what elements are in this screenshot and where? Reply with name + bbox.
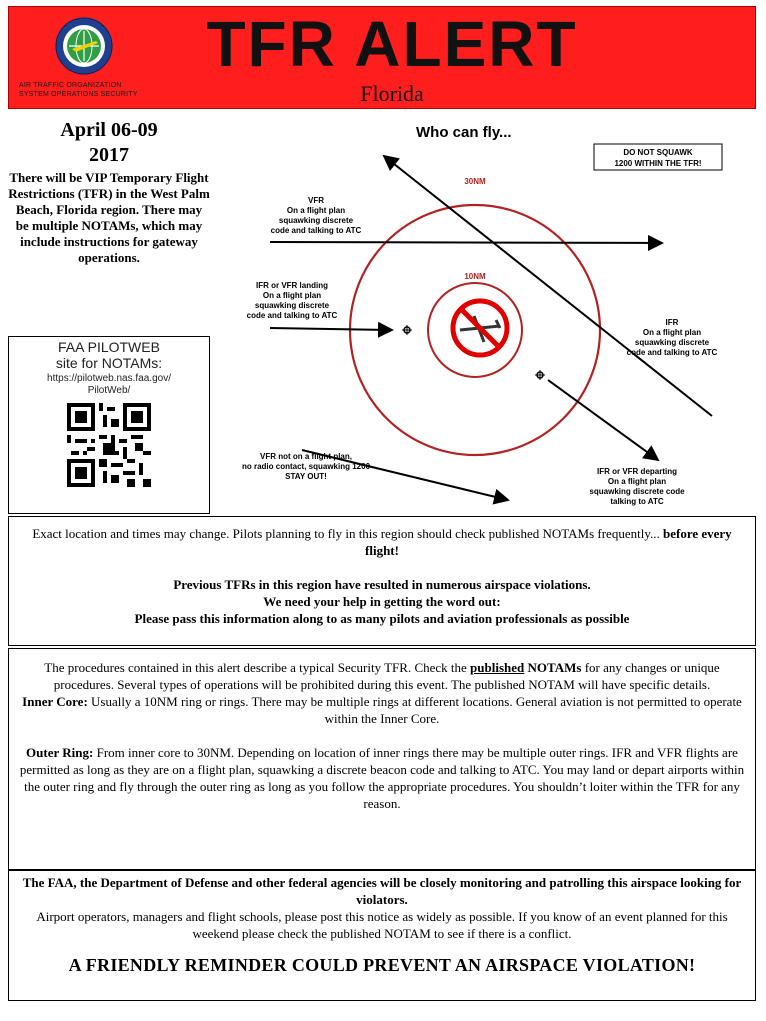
notice-line-4: Please pass this information along to as many pilots and aviation professionals as possible — [134, 611, 630, 626]
svg-text:VFR: VFR — [308, 196, 324, 205]
notice-line-2: Previous TFRs in this region have resulted in numerous airspace violations. — [173, 577, 591, 592]
intro-text: There will be VIP Temporary Flight Restrictions (TFR) in the West Palm Beach, Florida region. There may be multiple NOTAMs, which may include instructions for gateway operations. — [8, 170, 210, 265]
procedures-intro: The procedures contained in this alert describe a typical Security TFR. Check the published NOTAMs for any changes or unique procedures. Several types of operations will be prohibited during this event. The published NOTAM will have specific details. — [44, 660, 720, 692]
airport-icon — [535, 370, 545, 380]
svg-text:code and talking to ATC: code and talking to ATC — [626, 348, 718, 357]
landing-arrow — [270, 328, 392, 330]
svg-text:DO NOT SQUAWK: DO NOT SQUAWK — [623, 148, 693, 157]
published-link[interactable]: published — [470, 660, 525, 675]
svg-text:On a flight plan: On a flight plan — [286, 206, 346, 215]
svg-text:VFR not on a flight plan,: VFR not on a flight plan, — [260, 452, 352, 461]
departing-arrow — [548, 380, 658, 460]
svg-text:code and talking to ATC: code and talking to ATC — [270, 226, 362, 235]
svg-text:code and talking to ATC: code and talking to ATC — [246, 311, 338, 320]
outer-ring-label: 30NM — [464, 177, 486, 186]
airport-icon — [402, 325, 412, 335]
svg-text:IFR or VFR landing: IFR or VFR landing — [256, 281, 328, 290]
footer-box — [8, 870, 756, 1001]
svg-text:On a flight plan: On a flight plan — [607, 477, 667, 486]
svg-text:squawking discrete: squawking discrete — [254, 301, 330, 310]
outer-ring-text: Outer Ring: From inner core to 30NM. Depending on location of inner rings there may be multiple outer rings. IFR and VFR flights are permitted as long as they are on a flight plan, squawking a discrete beacon code and talking to ATC. You may land or depart airports within the outer ring and fly through the outer ring as long as you follow the appropriate procedures. You shouldn’t loiter within the TFR for any reason. — [19, 745, 745, 811]
svg-text:On a flight plan: On a flight plan — [262, 291, 322, 300]
header-banner — [8, 6, 756, 109]
notice-line-3: We need your help in getting the word out: — [263, 594, 501, 609]
organization-name: AIR TRAFFIC ORGANIZATION SYSTEM OPERATIONS SECURITY — [19, 82, 138, 98]
svg-text:1200 WITHIN THE TFR!: 1200 WITHIN THE TFR! — [614, 159, 702, 168]
qr-code-icon — [67, 403, 151, 487]
ifr-arrow — [384, 156, 712, 416]
pilotweb-title: FAA PILOTWEB site for NOTAMs: — [55, 339, 163, 371]
page-title: TFR ALERT — [206, 8, 578, 80]
state-name: Florida — [360, 81, 424, 106]
departing-label — [589, 467, 685, 506]
reminder-banner: A FRIENDLY REMINDER COULD PREVENT AN AIRSPACE VIOLATION! — [68, 955, 696, 975]
notice-line-1: Exact location and times may change. Pilots planning to fly in this region should check published NOTAMs frequently... before every flight! — [32, 526, 732, 558]
svg-text:no radio contact, squawking 12: no radio contact, squawking 1200 — [241, 462, 371, 471]
no-aircraft-icon — [453, 301, 507, 355]
notice-box — [8, 516, 756, 646]
pilotweb-box — [8, 336, 210, 514]
squawk-note — [594, 144, 722, 170]
svg-text:IFR or VFR departing: IFR or VFR departing — [597, 467, 677, 476]
event-date: April 06-09 2017 — [60, 119, 158, 166]
ifr-label — [627, 318, 718, 357]
svg-text:squawking discrete: squawking discrete — [278, 216, 354, 225]
faa-seal-icon — [55, 17, 113, 75]
svg-text:IFR: IFR — [665, 318, 679, 327]
tfr-diagram — [212, 116, 756, 516]
inner-core-text: Inner Core: Usually a 10NM ring or rings. There may be multiple rings at different locations. General aviation is not permitted to operate within the Inner Core. — [22, 694, 742, 726]
svg-text:squawking discrete: squawking discrete — [634, 338, 710, 347]
posting-note: Airport operators, managers and flight schools, please post this notice as widely as possible. If you know of an event planned for this weekend please check the published NOTAM to see if there is a conflict. — [36, 909, 728, 941]
svg-text:squawking discrete code: squawking discrete code — [589, 487, 685, 496]
monitoring-note: The FAA, the Department of Defense and other federal agencies will be closely monitoring and patrolling this airspace looking for violators. — [22, 875, 742, 907]
vfr-arrow — [270, 242, 662, 243]
svg-text:On a flight plan: On a flight plan — [642, 328, 702, 337]
landing-label — [247, 281, 338, 320]
diagram-title: Who can fly... — [416, 124, 512, 141]
svg-text:STAY OUT!: STAY OUT! — [285, 472, 327, 481]
stay-out-label — [242, 452, 371, 481]
intro-section — [8, 118, 210, 266]
procedures-box — [8, 648, 756, 870]
vfr-label — [271, 196, 362, 235]
inner-ring-label: 10NM — [464, 272, 486, 281]
pilotweb-url[interactable]: https://pilotweb.nas.faa.gov/ PilotWeb/ — [47, 373, 171, 396]
svg-text:talking to ATC: talking to ATC — [610, 497, 664, 506]
